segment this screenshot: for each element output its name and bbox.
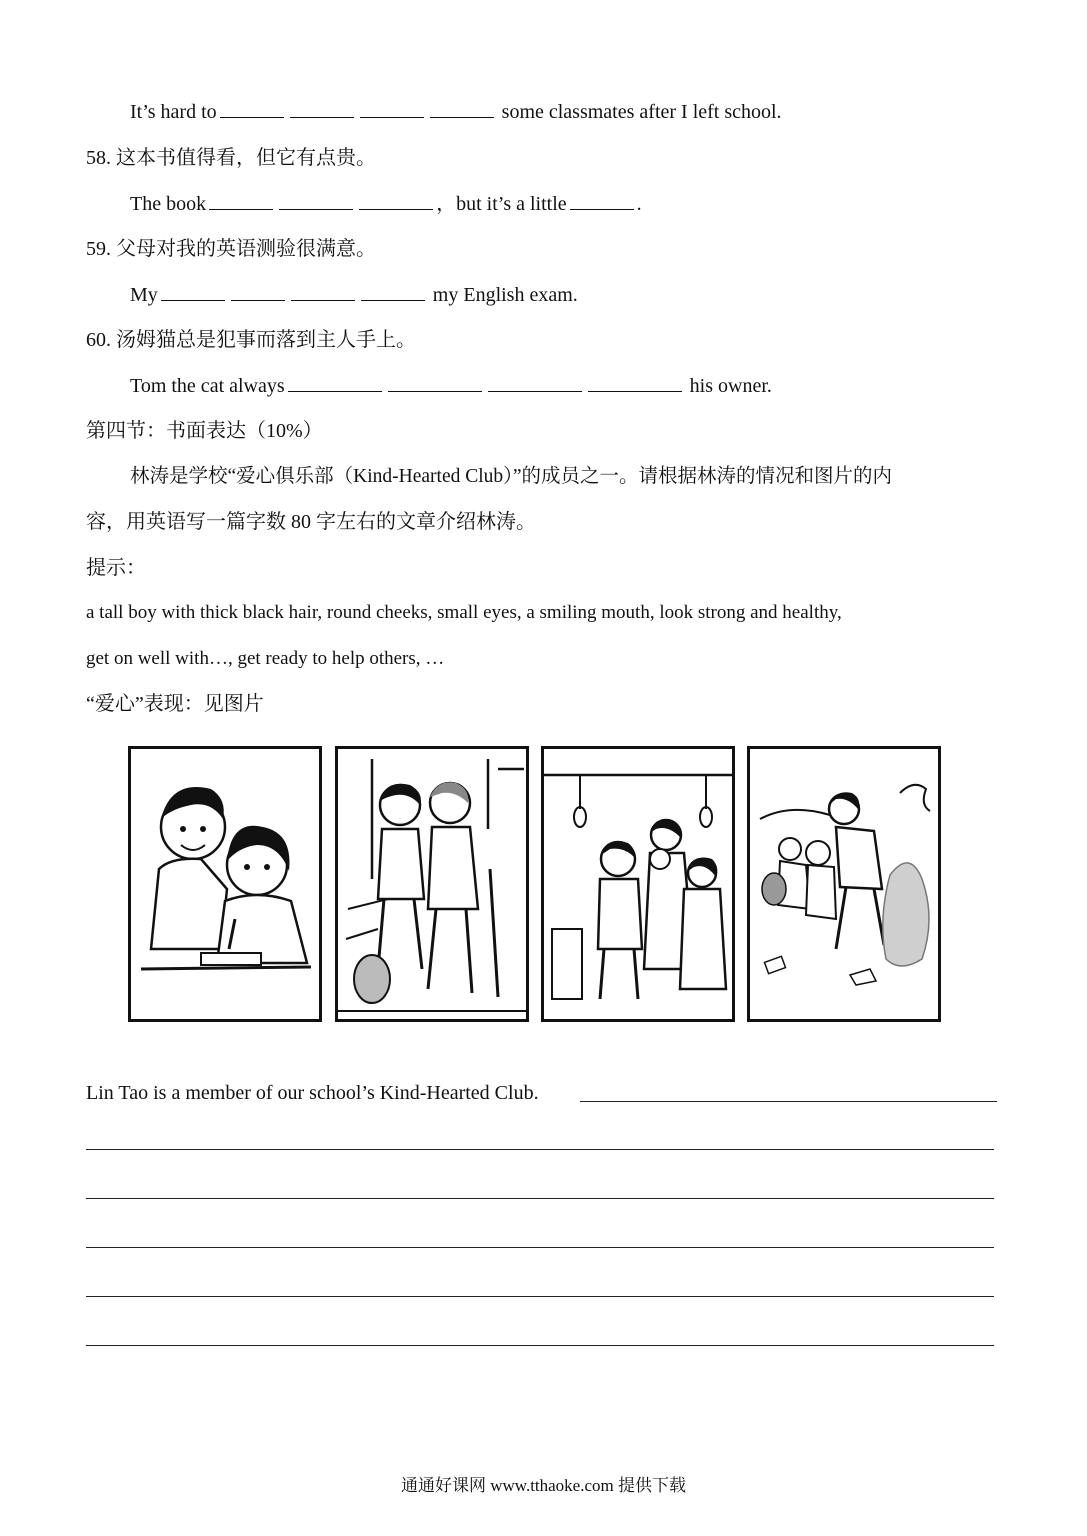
q60-chinese: 汤姆猫总是犯事而落到主人手上。 — [116, 329, 416, 351]
section-heading: 第四节：书面表达（10%） — [86, 420, 323, 442]
answer-blank[interactable] — [588, 373, 682, 392]
tips-line-1: a tall boy with thick black hair, round cheeks, small eyes, a smiling mouth, look strong and healthy, — [86, 602, 842, 623]
answer-blank[interactable] — [570, 191, 634, 210]
q57-line — [130, 99, 782, 125]
answer-blank[interactable] — [220, 99, 284, 118]
q60-text-after: his owner. — [689, 375, 772, 397]
answer-blank[interactable] — [488, 373, 582, 392]
answer-blank[interactable] — [359, 191, 433, 210]
answer-blank[interactable] — [209, 191, 273, 210]
q58-end: . — [636, 193, 642, 215]
q59-line — [130, 282, 578, 308]
question-number: 58. — [86, 147, 111, 169]
q59-text-after: my English exam. — [432, 284, 578, 306]
q58-middle: ，but it’s a little — [436, 193, 567, 215]
essay-start-line — [86, 1080, 997, 1106]
tips-label: 提示： — [86, 557, 146, 579]
q58-text-before: The book — [130, 193, 207, 215]
helping-elderly-man-illustration — [335, 746, 529, 1022]
q57-text-before: It’s hard to — [130, 101, 217, 123]
q58-prompt — [86, 145, 376, 171]
answer-blank[interactable] — [231, 282, 285, 301]
page-footer: 通通好课网 www.tthaoke.com 提供下载 — [400, 1476, 687, 1495]
writing-line[interactable] — [86, 1296, 994, 1297]
answer-blank[interactable] — [430, 99, 494, 118]
writing-line[interactable] — [86, 1345, 994, 1346]
writing-line[interactable] — [86, 1149, 994, 1150]
answer-blank[interactable] — [388, 373, 482, 392]
pictures-label: “爱心”表现：见图片 — [86, 693, 264, 715]
answer-blank[interactable] — [361, 282, 425, 301]
question-number: 59. — [86, 238, 111, 260]
q59-prompt — [86, 236, 376, 262]
writing-line[interactable] — [86, 1198, 994, 1199]
q59-text-before: My — [130, 284, 158, 306]
question-number: 60. — [86, 329, 111, 351]
answer-blank[interactable] — [291, 282, 355, 301]
writing-line[interactable] — [86, 1247, 994, 1248]
answer-blank[interactable] — [360, 99, 424, 118]
writing-prompt-line-2: 容，用英语写一篇字数 80 字左右的文章介绍林涛。 — [86, 511, 536, 533]
q60-text-before: Tom the cat always — [130, 375, 285, 397]
q60-line — [130, 373, 772, 399]
answer-blank[interactable] — [161, 282, 225, 301]
answer-blank[interactable] — [288, 373, 382, 392]
tips-line-2: get on well with…, get ready to help others, … — [86, 648, 445, 669]
q59-chinese: 父母对我的英语测验很满意。 — [116, 238, 376, 260]
writing-prompt-line-1: 林涛是学校“爱心俱乐部（Kind-Hearted Club）”的成员之一。请根据林涛的情况和图片的内 — [130, 466, 893, 487]
q58-line — [130, 191, 642, 217]
giving-seat-on-bus-illustration — [541, 746, 735, 1022]
picking-up-litter-illustration — [747, 746, 941, 1022]
q60-prompt — [86, 327, 416, 353]
q57-text-after: some classmates after I left school. — [501, 101, 782, 123]
essay-start-text: Lin Tao is a member of our school’s Kind-Hearted Club. — [86, 1082, 539, 1104]
q58-chinese: 这本书值得看，但它有点贵。 — [116, 147, 376, 169]
answer-blank[interactable] — [290, 99, 354, 118]
essay-first-line-blank[interactable] — [580, 1101, 997, 1102]
illustration-strip — [128, 746, 944, 1026]
helping-classmate-study-illustration — [128, 746, 322, 1022]
answer-blank[interactable] — [279, 191, 353, 210]
